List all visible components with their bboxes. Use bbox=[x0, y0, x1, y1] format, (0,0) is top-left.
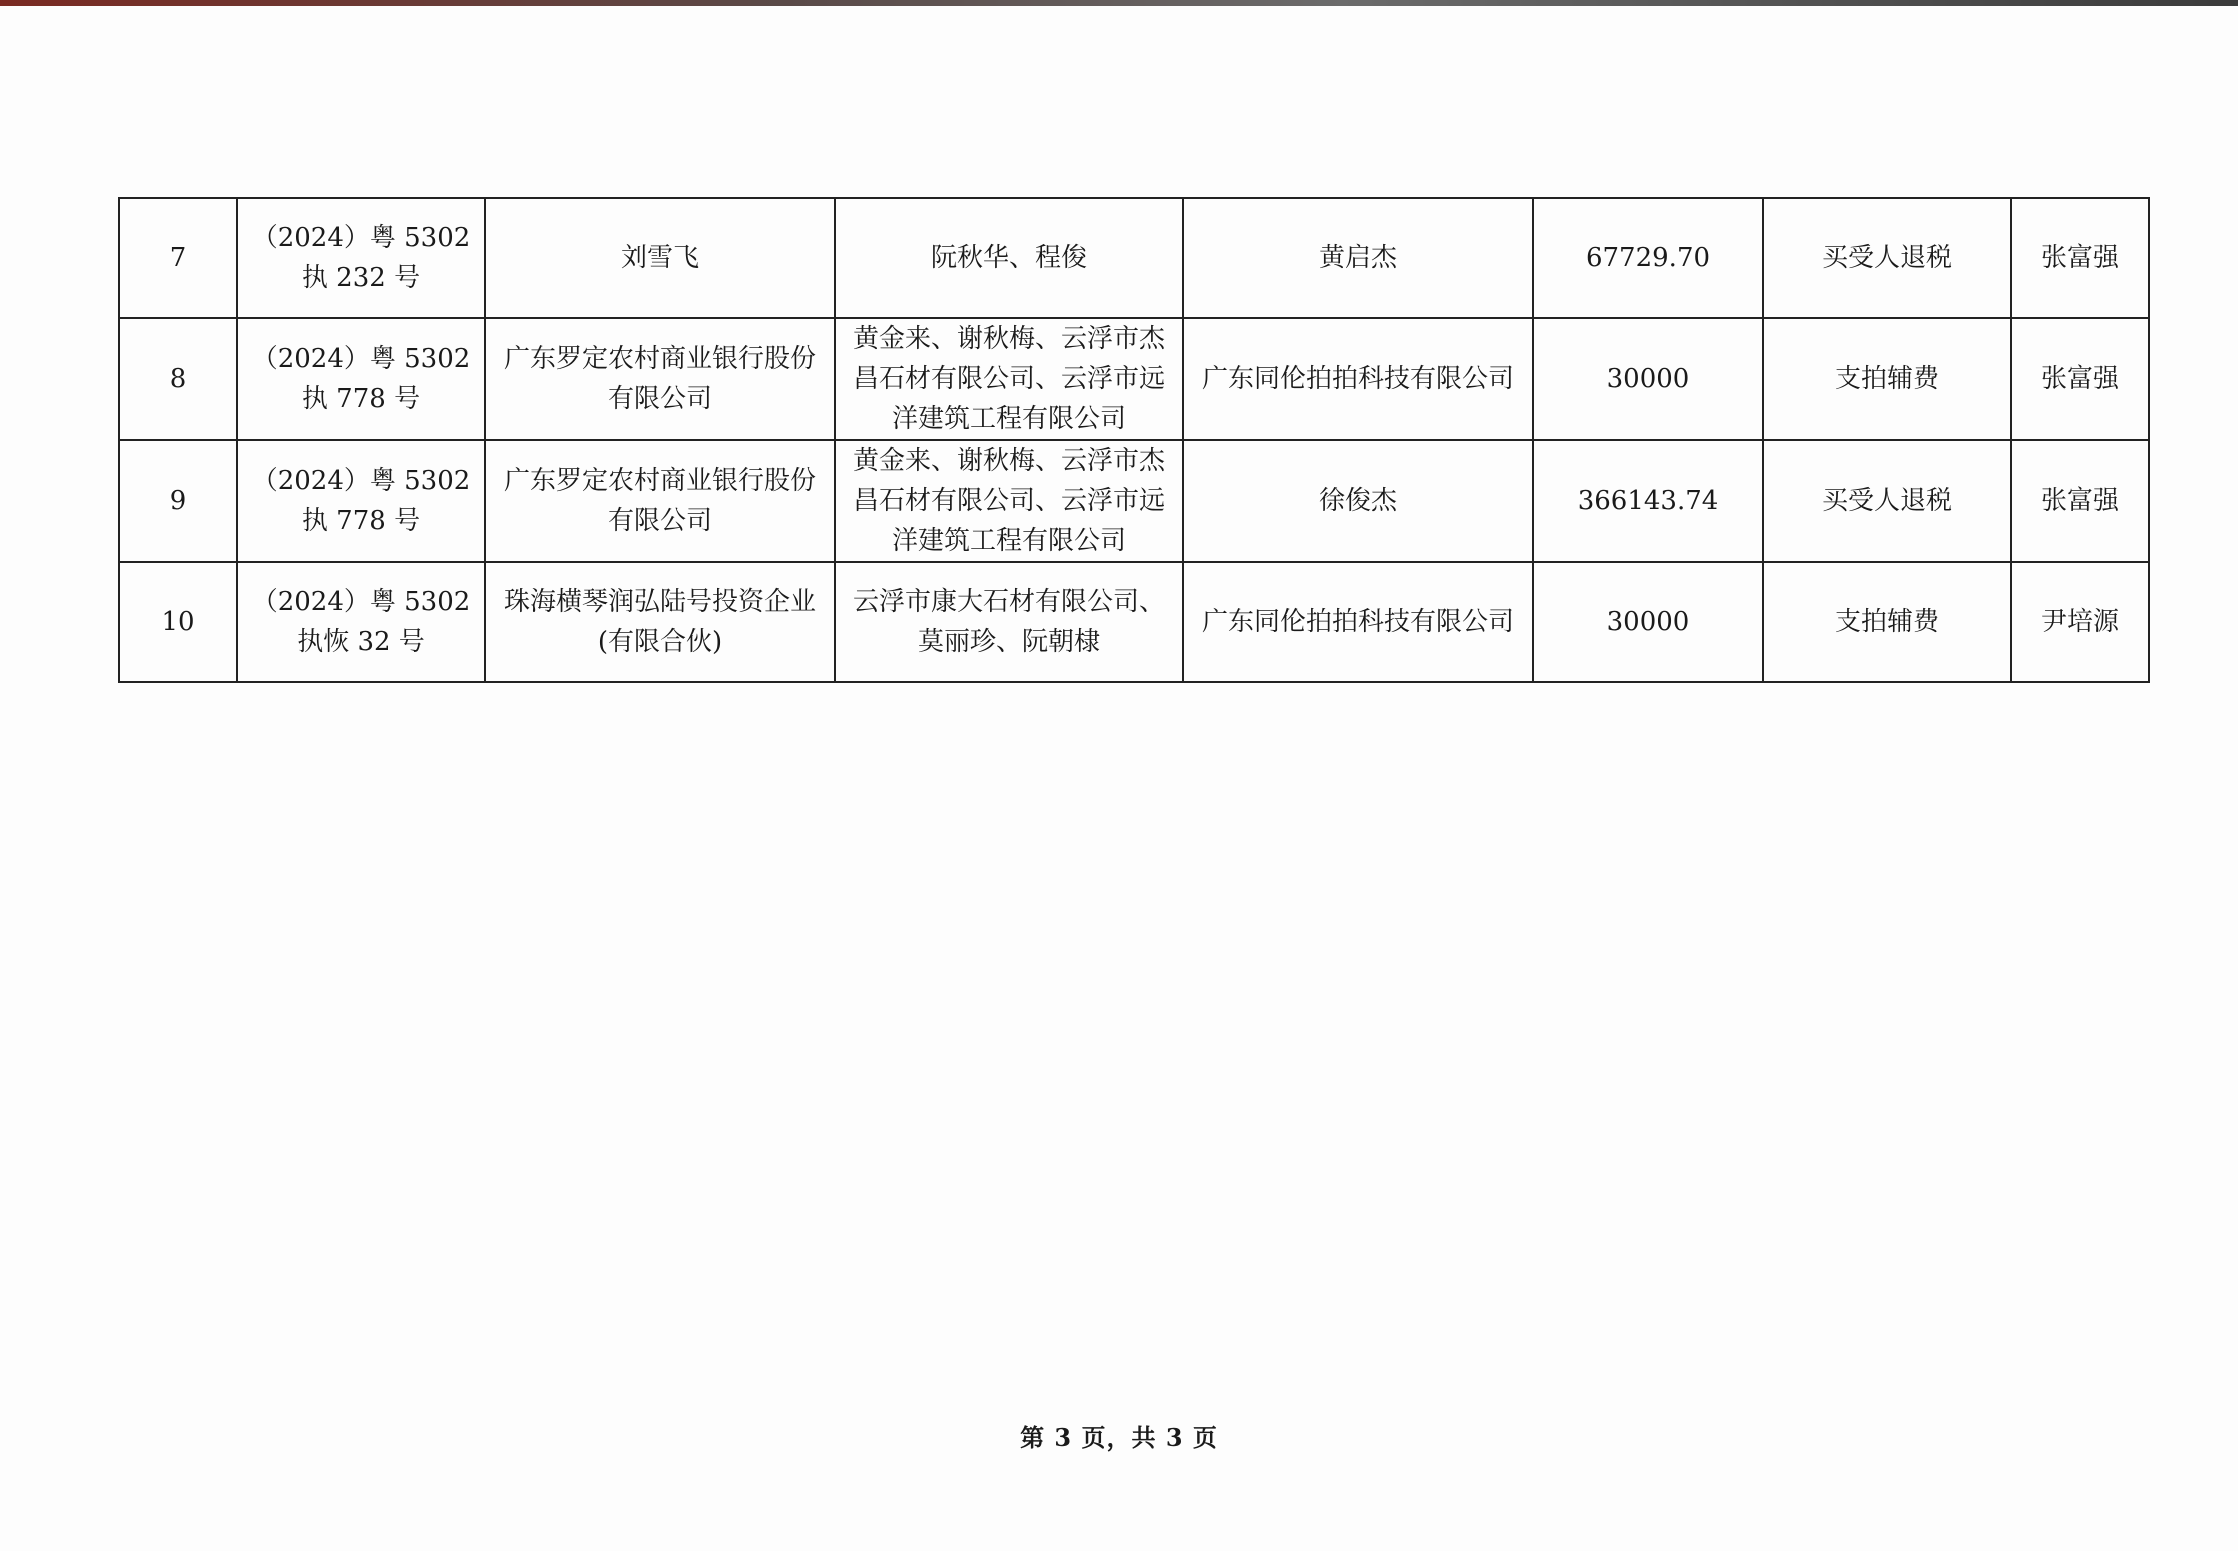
cell-reason: 买受人退税 bbox=[1763, 198, 2011, 318]
cell-handler: 张富强 bbox=[2011, 318, 2149, 440]
page-number: 第 3 页，共 3 页 bbox=[1020, 1423, 1218, 1452]
cell-payee: 黄启杰 bbox=[1183, 198, 1533, 318]
cell-applicant: 广东罗定农村商业银行股份有限公司 bbox=[485, 318, 835, 440]
cell-case: （2024）粤 5302 执恢 32 号 bbox=[237, 562, 485, 682]
cell-case: （2024）粤 5302 执 778 号 bbox=[237, 318, 485, 440]
cell-respondent: 云浮市康大石材有限公司、莫丽珍、阮朝棣 bbox=[835, 562, 1183, 682]
table-row bbox=[119, 440, 2149, 562]
cell-payee: 广东同伦拍拍科技有限公司 bbox=[1183, 318, 1533, 440]
cell-applicant: 珠海横琴润弘陆号投资企业(有限合伙) bbox=[485, 562, 835, 682]
cell-applicant: 广东罗定农村商业银行股份有限公司 bbox=[485, 440, 835, 562]
cell-respondent: 黄金来、谢秋梅、云浮市杰昌石材有限公司、云浮市远洋建筑工程有限公司 bbox=[835, 440, 1183, 562]
cell-case: （2024）粤 5302 执 778 号 bbox=[237, 440, 485, 562]
table-row bbox=[119, 198, 2149, 318]
cell-payee: 广东同伦拍拍科技有限公司 bbox=[1183, 562, 1533, 682]
cell-no: 8 bbox=[119, 318, 237, 440]
table-row bbox=[119, 562, 2149, 682]
cell-amount: 30000 bbox=[1533, 318, 1763, 440]
cell-amount: 30000 bbox=[1533, 562, 1763, 682]
cell-applicant: 刘雪飞 bbox=[485, 198, 835, 318]
scan-top-edge bbox=[0, 0, 2238, 6]
cell-case: （2024）粤 5302 执 232 号 bbox=[237, 198, 485, 318]
cell-reason: 支拍辅费 bbox=[1763, 562, 2011, 682]
cell-handler: 张富强 bbox=[2011, 440, 2149, 562]
cell-no: 10 bbox=[119, 562, 237, 682]
cell-amount: 366143.74 bbox=[1533, 440, 1763, 562]
cell-no: 7 bbox=[119, 198, 237, 318]
case-table bbox=[118, 197, 2150, 683]
table-row bbox=[119, 318, 2149, 440]
cell-payee: 徐俊杰 bbox=[1183, 440, 1533, 562]
cell-handler: 尹培源 bbox=[2011, 562, 2149, 682]
cell-no: 9 bbox=[119, 440, 237, 562]
cell-respondent: 黄金来、谢秋梅、云浮市杰昌石材有限公司、云浮市远洋建筑工程有限公司 bbox=[835, 318, 1183, 440]
cell-reason: 买受人退税 bbox=[1763, 440, 2011, 562]
cell-respondent: 阮秋华、程俊 bbox=[835, 198, 1183, 318]
cell-handler: 张富强 bbox=[2011, 198, 2149, 318]
cell-reason: 支拍辅费 bbox=[1763, 318, 2011, 440]
cell-amount: 67729.70 bbox=[1533, 198, 1763, 318]
table-body bbox=[119, 198, 2149, 682]
